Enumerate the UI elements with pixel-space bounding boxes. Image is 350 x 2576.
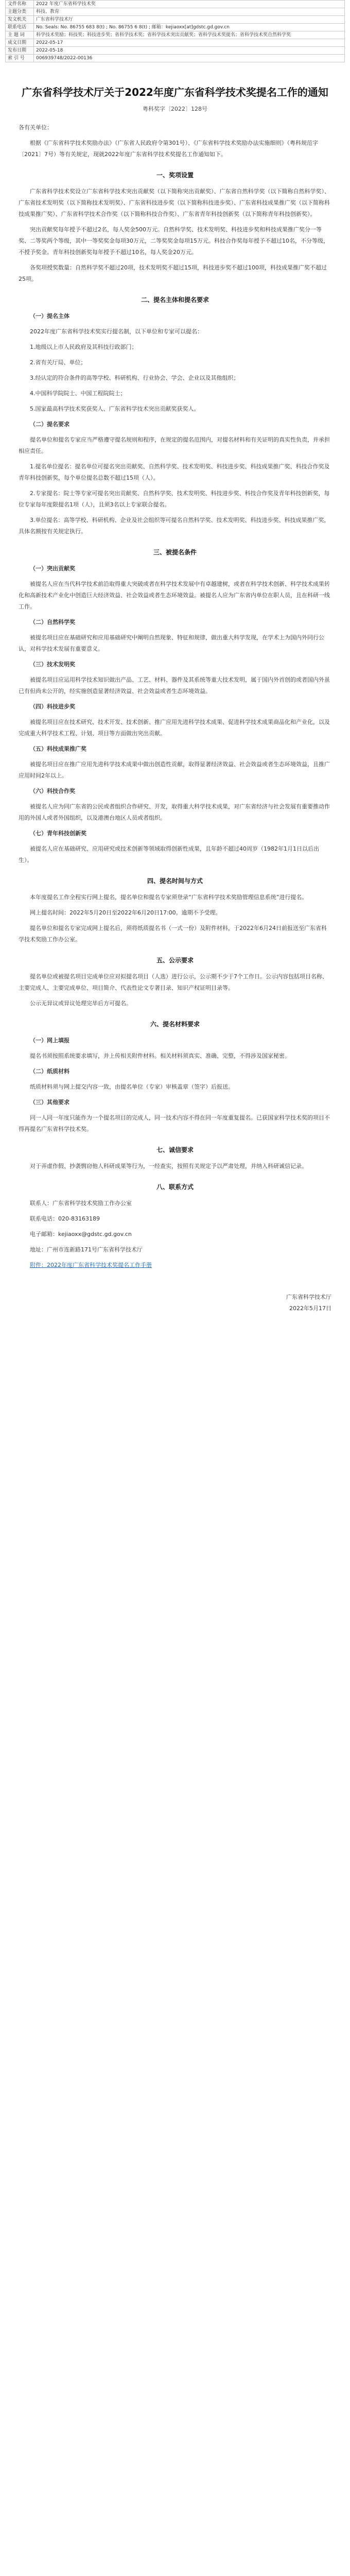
section-paragraph: 网上提名时间：2022年5月20日至2022年6月20日17:00。逾期不予受理。 bbox=[30, 909, 221, 916]
metadata-value: 2022-05-17 bbox=[34, 39, 345, 47]
page-title: 广东省科学技术厅关于2022年度广东省科学技术奖提名工作的通知 bbox=[22, 86, 328, 98]
signature-block bbox=[19, 1292, 331, 1314]
subsection-heading: （一）提名主体 bbox=[30, 313, 69, 319]
section-paragraph: 提名单位或被提名项目完成单位应对拟提名项目（人选）进行公示，公示期不少于7个工作日。公示内容包括项目名称、主要完成人、主要完成单位、项目简介、代表性论文专著目录、知识产权证明目录等。 bbox=[19, 973, 328, 991]
subsection-heading: （一）网上填报 bbox=[30, 1037, 69, 1044]
subsection-paragraph: 被提名项目应在基础研究和应用基础研究中阐明自然现象、特征和规律，做出重大科学发现，在学术上为国内外同行公认，对科学技术发展有重要意义。 bbox=[19, 634, 324, 652]
addressee: 各有关单位： bbox=[19, 124, 52, 131]
subsection-heading: （七）青年科技创新奖 bbox=[30, 830, 86, 837]
section-paragraph: 提名单位和提名专家完成网上提名后，须将纸质提名书（一式一份）及附件材料，于2022年6月24日前报送至广东省科学技术奖励工作办公室。 bbox=[19, 925, 327, 943]
section-paragraph: 各奖项授奖数量：自然科学奖不超过20项，技术发明奖不超过15项，科技进步奖不超过100项，科技成果推广奖不超过25项。 bbox=[19, 264, 327, 282]
section-paragraph: 电子邮箱：kejiaoxx@gdstc.gd.gov.cn bbox=[30, 1231, 132, 1238]
metadata-key: 发布日期 bbox=[6, 47, 34, 55]
section-paragraph: 联系人：广东省科学技术奖励工作办公室 bbox=[30, 1200, 132, 1207]
subsection-heading: （二）提名要求 bbox=[30, 421, 69, 428]
document-body bbox=[19, 122, 331, 1271]
section-heading: 六、提名材料要求 bbox=[150, 1021, 200, 1028]
metadata-key: 索 引 号 bbox=[6, 55, 34, 62]
subsection-paragraph: 1.地级以上市人民政府及其科技行政部门； bbox=[30, 344, 137, 350]
subsection-paragraph: 被提名项目应在推广应用先进科学技术成果中做出创造性贡献，取得显著经济效益、社会效益或者生态环境效益，且推广应用时间2年以上。 bbox=[19, 761, 330, 779]
section-heading: 七、诚信要求 bbox=[156, 1146, 194, 1154]
metadata-value: 006939748/2022-00136 bbox=[34, 55, 345, 62]
section-heading: 五、公示要求 bbox=[156, 957, 194, 964]
metadata-value: No. Seals: No. 86755 683 8(t) ; No. 86755 6 8(t) ; 邮箱：kejiaoxx[at]gdstc.gd.gov.cn bbox=[34, 24, 345, 31]
subsection-heading: （二）纸质材料 bbox=[30, 1068, 69, 1075]
subsection-heading: （四）科技进步奖 bbox=[30, 703, 75, 710]
subsection-heading: （六）科技合作奖 bbox=[30, 788, 75, 794]
subsection-heading: （五）科技成果推广奖 bbox=[30, 745, 86, 752]
metadata-value: 广东省科学技术厅 bbox=[34, 16, 345, 24]
subsection-paragraph: 被提名人应为同广东省的公民或者组织合作研究、开发，取得重大科学技术成果，对广东省经济与社会发展有重要推动作用的外国人或者外国组织，以及港澳台地区人员或者组织。 bbox=[19, 803, 330, 821]
subsection-paragraph: 4.中国科学院院士、中国工程院院士； bbox=[30, 390, 126, 397]
section-heading: 二、提名主体和提名要求 bbox=[141, 296, 209, 303]
signature-date: 2022年5月17日 bbox=[289, 1305, 331, 1312]
section-paragraph: 地址：广州市连新路171号广东省科学技术厅 bbox=[30, 1246, 143, 1253]
subsection-paragraph: 被提名人应在当代科学技术前沿取得重大突破或者在科学技术发展中有卓越建树，或者在科学技术创新、科学技术成果转化和高新技术产业化中创造巨大经济效益、社会效益或者生态环境效益。被提名人应为广东省内单位在职人员，且在科研一线工作。 bbox=[19, 581, 330, 610]
metadata-key: 主 题 词 bbox=[6, 31, 34, 39]
metadata-row bbox=[6, 8, 345, 16]
section-paragraph: 本年度提名工作全程实行网上提名，提名单位和提名专家须登录“广东省科学技术奖励管理信息系统”进行提名。 bbox=[30, 894, 308, 901]
section-heading: 一、奖项设置 bbox=[156, 172, 194, 179]
section-paragraph: 联系电话：020-83163189 bbox=[30, 1215, 100, 1222]
metadata-table bbox=[5, 0, 345, 62]
section-paragraph: 公示无异议或异议处理完毕后方可提名。 bbox=[30, 1000, 132, 1007]
document-number: 粤科奖字〔2022〕128号 bbox=[143, 106, 207, 112]
metadata-value: 2022 年度广东省科学技术奖 bbox=[34, 1, 345, 8]
metadata-row bbox=[6, 55, 345, 62]
subsection-paragraph: 纸质材料须与网上提交内容一致，由提名单位（专家）审核盖章（签字）后报送。 bbox=[30, 1083, 234, 1090]
section-heading: 四、提名时间与方式 bbox=[147, 877, 203, 885]
subsection-paragraph: 2.专家提名：院士等专家可提名突出贡献奖、自然科学奖、技术发明奖、科技进步奖、科技合作奖及青年科技创新奖，每位专家每年度限提名1项（人），且须3名以上专家联合提名。 bbox=[19, 490, 330, 508]
metadata-key: 主题分类 bbox=[6, 8, 34, 16]
subsection-paragraph: 3.经认定的符合条件的高等学校、科研机构、行业协会、学会、企业以及其他组织； bbox=[30, 375, 239, 381]
metadata-value: 科学技术奖励；科技奖；科技进步奖；省科学技术奖；省科学技术突出贡献奖；省科学技术奖提名；省科学技术奖自然科学奖 bbox=[34, 31, 345, 39]
section-heading: 三、被提名条件 bbox=[153, 549, 197, 556]
subsection-paragraph: 提名单位和提名专家应当严格遵守提名规则和程序，在规定的提名范围内，对提名材料和有关证明的真实性负责，并承担相应责任。 bbox=[19, 436, 330, 454]
subsection-paragraph: 同一人同一年度只能作为一个提名项目的完成人，同一技术内容不得在同一年度重复提名。已获国家科学技术奖的项目不得再提名广东省科学技术奖。 bbox=[19, 1114, 330, 1132]
subsection-paragraph: 被提名项目应在技术研究、技术开发、技术创新、推广应用先进科学技术成果、促进科学技术成果商品化和产业化，以及完成重大科学技术工程、计划、项目等方面做出突出贡献。 bbox=[19, 719, 330, 737]
metadata-key: 发文机关 bbox=[6, 16, 34, 24]
metadata-row bbox=[6, 39, 345, 47]
subsection-paragraph: 被提名人应在基础研究、应用研究或技术创新等领域取得创新性成果，且年龄不超过40周岁（1982年1月1日以后出生）。 bbox=[19, 845, 319, 863]
subsection-paragraph: 1.提名单位提名：提名单位可提名突出贡献奖、自然科学奖、技术发明奖、科技进步奖、科技成果推广奖、科技合作奖及青年科技创新奖，每个单位提名总数不超过15项（人）。 bbox=[19, 463, 330, 481]
metadata-row bbox=[6, 1, 345, 8]
subsection-paragraph: 5.国家最高科学技术奖获奖人、广东省科学技术突出贡献奖获奖人。 bbox=[30, 405, 200, 412]
signature-org: 广东省科学技术厅 bbox=[286, 1294, 331, 1300]
metadata-row bbox=[6, 31, 345, 39]
metadata-row bbox=[6, 24, 345, 31]
subsection-paragraph: 2022年度广东省科学技术奖实行提名制，以下单位和专家可以提名： bbox=[30, 328, 203, 335]
metadata-key: 成文日期 bbox=[6, 39, 34, 47]
attachments-label[interactable]: 附件：2022年度广东省科学技术奖提名工作手册 bbox=[30, 1262, 152, 1268]
subsection-paragraph: 被提名项目应运用科学技术知识做出产品、工艺、材料、器件及其系统等重大技术发明，属于国内外首创的或者国内外虽已有但尚未公开的，经实施创造显著经济效益、社会效益或者生态环境效益。 bbox=[19, 676, 330, 694]
subsection-paragraph: 3.单位提名：高等学校、科研机构、企业及社会组织等可提名自然科学奖、技术发明奖、科技进步奖、科技成果推广奖，具体名额按有关规定执行。 bbox=[19, 517, 330, 535]
section-paragraph: 广东省科学技术奖设立广东省科学技术突出贡献奖（以下简称突出贡献奖）、广东省自然科学奖（以下简称自然科学奖）、广东省技术发明奖（以下简称技术发明奖）、广东省科技进步奖（以下简称科技进步奖）、广东省科技成果推广奖（以下简称科技成果推广奖）、广东省科学技术合作奖（以下简称科技合作奖）、广东省青年科技创新奖（以下简称青年科技创新奖）。 bbox=[19, 188, 330, 217]
section-paragraph: 对于弄虚作假、抄袭剽窃他人科研成果等行为，一经查实，按照有关规定予以严肃处理，并纳入科研诚信记录。 bbox=[30, 1163, 307, 1170]
metadata-key: 文件名称 bbox=[6, 1, 34, 8]
metadata-key: 联系电话 bbox=[6, 24, 34, 31]
subsection-paragraph: 提名书须按照系统要求填写，并上传相关附件材料。相关材料须真实、准确、完整，不得涉及国家秘密。 bbox=[30, 1053, 290, 1059]
subsection-heading: （二）自然科学奖 bbox=[30, 619, 75, 625]
section-paragraph: 突出贡献奖每年授予不超过2名，每人奖金500万元。自然科学奖、技术发明奖、科技进步奖和科技成果推广奖分一等奖、二等奖两个等级，其中一等奖奖金每项30万元，二等奖奖金每项15万元。科技合作奖每年授予不超过10名，不分等级，不授予奖金。青年科技创新奖每年授予不超过10名，每人奖金20万元。 bbox=[19, 226, 329, 256]
metadata-row bbox=[6, 47, 345, 55]
metadata-row bbox=[6, 16, 345, 24]
intro-paragraph: 根据《广东省科学技术奖励办法》（广东省人民政府令第301号）、《广东省科学技术奖励办法实施细则》（粤科规范字〔2021〕7号）等有关规定，现就2022年度广东省科学技术奖提名工作通知如下。 bbox=[19, 140, 318, 158]
subsection-paragraph: 2.省有关厅局、单位； bbox=[30, 359, 86, 366]
subsection-heading: （一）突出贡献奖 bbox=[30, 565, 75, 572]
metadata-value: 2022-05-18 bbox=[34, 47, 345, 55]
metadata-value: 科技、教育 bbox=[34, 8, 345, 16]
subsection-heading: （三）技术发明奖 bbox=[30, 661, 75, 668]
section-heading: 八、联系方式 bbox=[156, 1183, 194, 1191]
subsection-heading: （三）其他要求 bbox=[30, 1099, 69, 1106]
